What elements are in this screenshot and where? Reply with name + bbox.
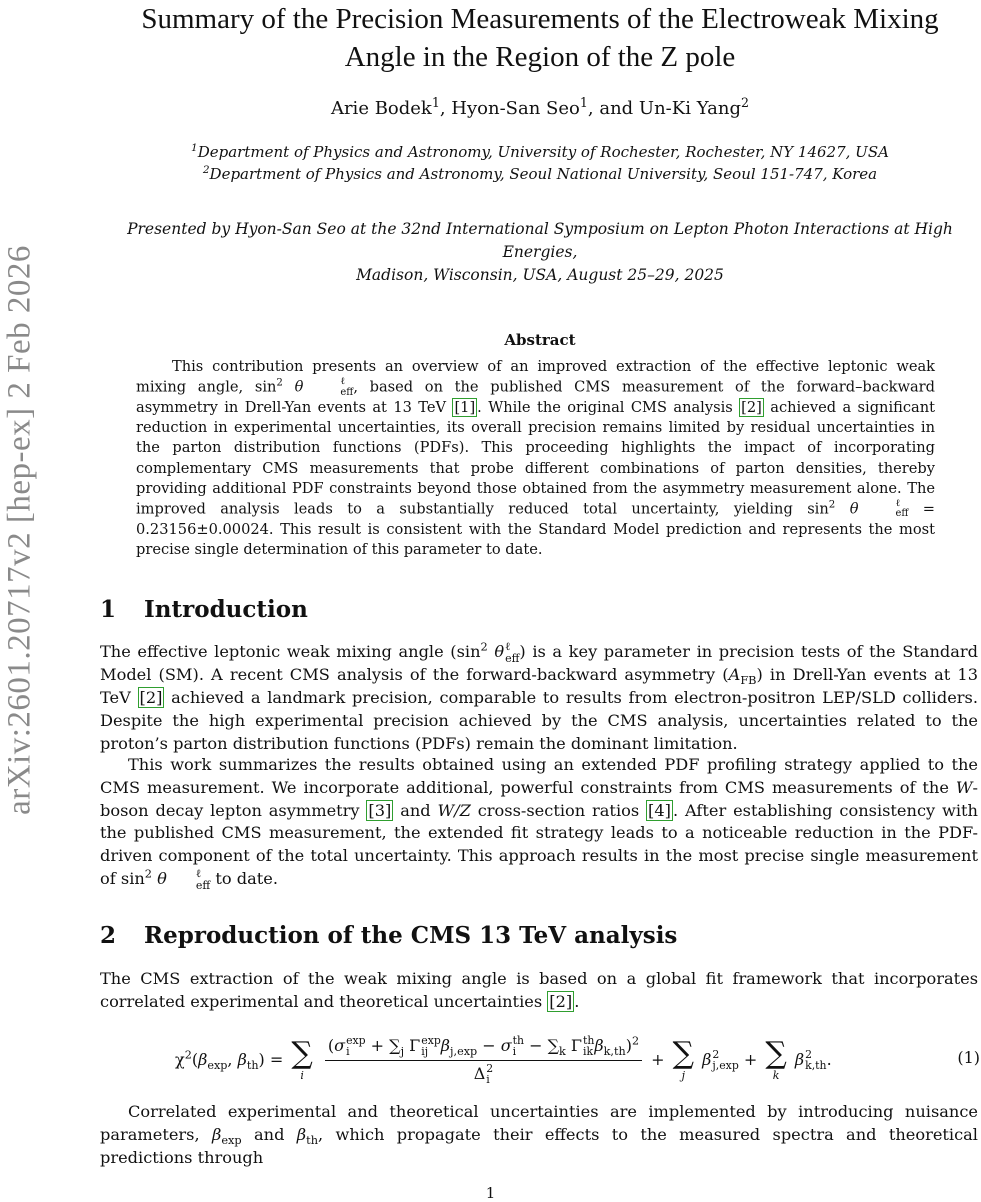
paragraph: The effective leptonic weak mixing angle ($\sin^2$ θ ℓ eff ) is a key parameter in precision tests of the Standard Model (SM). A recent CMS analysis of the forward-backward asymmetry $(A_{FB})$ in Drell-Yan events at 13 TeV [2] achieved a landmark precision, comparable to results from electron-positron LEP/SLD colliders. Despite the high experimental precision achieved by the CMS analysis, uncertainties related to the proton’s parton distribution functions (PDFs) remain the dominant limitation.	[100, 639, 978, 753]
section-number: 2	[100, 922, 117, 949]
citation-link[interactable]: [2]	[741, 399, 762, 417]
section-title: Introduction	[144, 596, 308, 623]
affiliations	[100, 141, 980, 185]
abstract-text: This contribution presents an overview of an improved extraction of the effective leptonic weak mixing angle, $\sin^2 \theta$ ℓ eff , based on the published CMS measurement of the forward–backward asymmetry in Drell-Yan events at 13 TeV [1] . While the original CMS analysis [2] achieved a significant reduction in experimental uncertainties, its overall precision remains limited by residual uncertainties in the parton distribution functions (PDFs). This proceeding highlights the impact of incorporating complementary CMS measurements that probe different combinations of parton densities, thereby providing additional PDF constraints beyond those obtained from the asymmetry measurement alone. The improved analysis leads to a substantially reduced total uncertainty, yielding $\sin^2 \theta$ ℓ eff = 0.23156±0.00024. This result is consistent with the Standard Model prediction and represents the most precise single determination of this parameter to date.	[136, 358, 936, 559]
section-number: 1	[100, 596, 117, 623]
plus-sign: +	[651, 1049, 665, 1069]
section-heading-introduction	[100, 596, 308, 623]
sum-symbol: ∑ i	[291, 1035, 313, 1082]
arxiv-id: arXiv:2601.20717v2 [hep-ex] 2 Feb 2026	[1, 245, 38, 815]
denominator: Δ 2 i	[473, 1061, 494, 1087]
term-exp: β 2 j,exp	[702, 1047, 739, 1073]
page-number: 1	[485, 1184, 496, 1202]
affiliation-1: $^1$Department of Physics and Astronomy, University of Rochester, Rochester, NY 14627, USA	[191, 142, 889, 161]
abstract-heading: Abstract	[504, 331, 576, 349]
equation-chi-squared	[175, 1035, 980, 1095]
title-line-2: Angle in the Region of the Z pole	[344, 41, 736, 73]
sum-symbol: ∑ k	[765, 1035, 787, 1082]
citation-link[interactable]: [4]	[648, 800, 671, 820]
section-heading-reproduction	[100, 922, 677, 949]
presentation-note	[100, 218, 980, 287]
title-line-1: Summary of the Precision Measurements of the Electroweak Mixing	[141, 3, 939, 35]
authors: Arie Bodek$^1$, Hyon-San Seo$^1$, and Un-Ki Yang$^2$	[330, 95, 750, 119]
section-title: Reproduction of the CMS 13 TeV analysis	[144, 922, 678, 949]
presented-line-2: Madison, Wisconsin, USA, August 25–29, 2025	[356, 266, 724, 284]
paragraph: Correlated experimental and theoretical uncertainties are implemented by introducing nuisance parameters, $\beta_{exp}$ and $\beta_{th}$, which propagate their effects to the measured spectra and theoretical predictions through	[100, 1102, 978, 1167]
paragraph: The CMS extraction of the weak mixing angle is based on a global fit framework that incorporates correlated experimental and theoretical uncertainties [2] .	[100, 969, 978, 1011]
arxiv-identifier-sidebar	[0, 200, 40, 860]
citation-link[interactable]: [2]	[549, 991, 573, 1011]
paragraph: This work summarizes the results obtained using an extended PDF profiling strategy applied to the CMS measurement. We incorporate additional, powerful constraints from CMS measurements of the W-boson decay lepton asymmetry [3] and W/Z cross-section ratios [4] . After establishing consistency with the published CMS measurement, the extended fit strategy leads to a noticeable reduction in the PDF-driven component of the total uncertainty. This approach results in the most precise single measurement of $\sin^2 \theta$ ℓ eff to date.	[100, 755, 978, 892]
paper-title	[100, 0, 980, 76]
presented-line-1: Presented by Hyon-San Seo at the 32nd International Symposium on Lepton Photon Interactions at High Energies,	[127, 220, 953, 261]
plus-sign: +	[743, 1049, 758, 1069]
equation-lhs: $\chi^2(\beta_{exp}$, $\beta_{th}$) =	[175, 1048, 284, 1072]
term-th: β 2 k,th .	[794, 1047, 832, 1073]
citation-link[interactable]: [3]	[368, 800, 392, 820]
sum-symbol: ∑ j	[672, 1035, 695, 1082]
numerator: (σ exp i + $\sum_j$ Γ exp ij $\beta_{j,exp} - \sigma$ th i − $\sum_k$ Γ th ik $\beta_{k,th})^2$	[325, 1035, 642, 1061]
fraction	[325, 1035, 642, 1086]
citation-link[interactable]: [1]	[454, 399, 476, 417]
equation-number: (1)	[957, 1048, 980, 1067]
affiliation-2: $^2$Department of Physics and Astronomy, Seoul National University, Seoul 151-747, Korea	[202, 164, 878, 183]
citation-link[interactable]: [2]	[139, 687, 163, 707]
